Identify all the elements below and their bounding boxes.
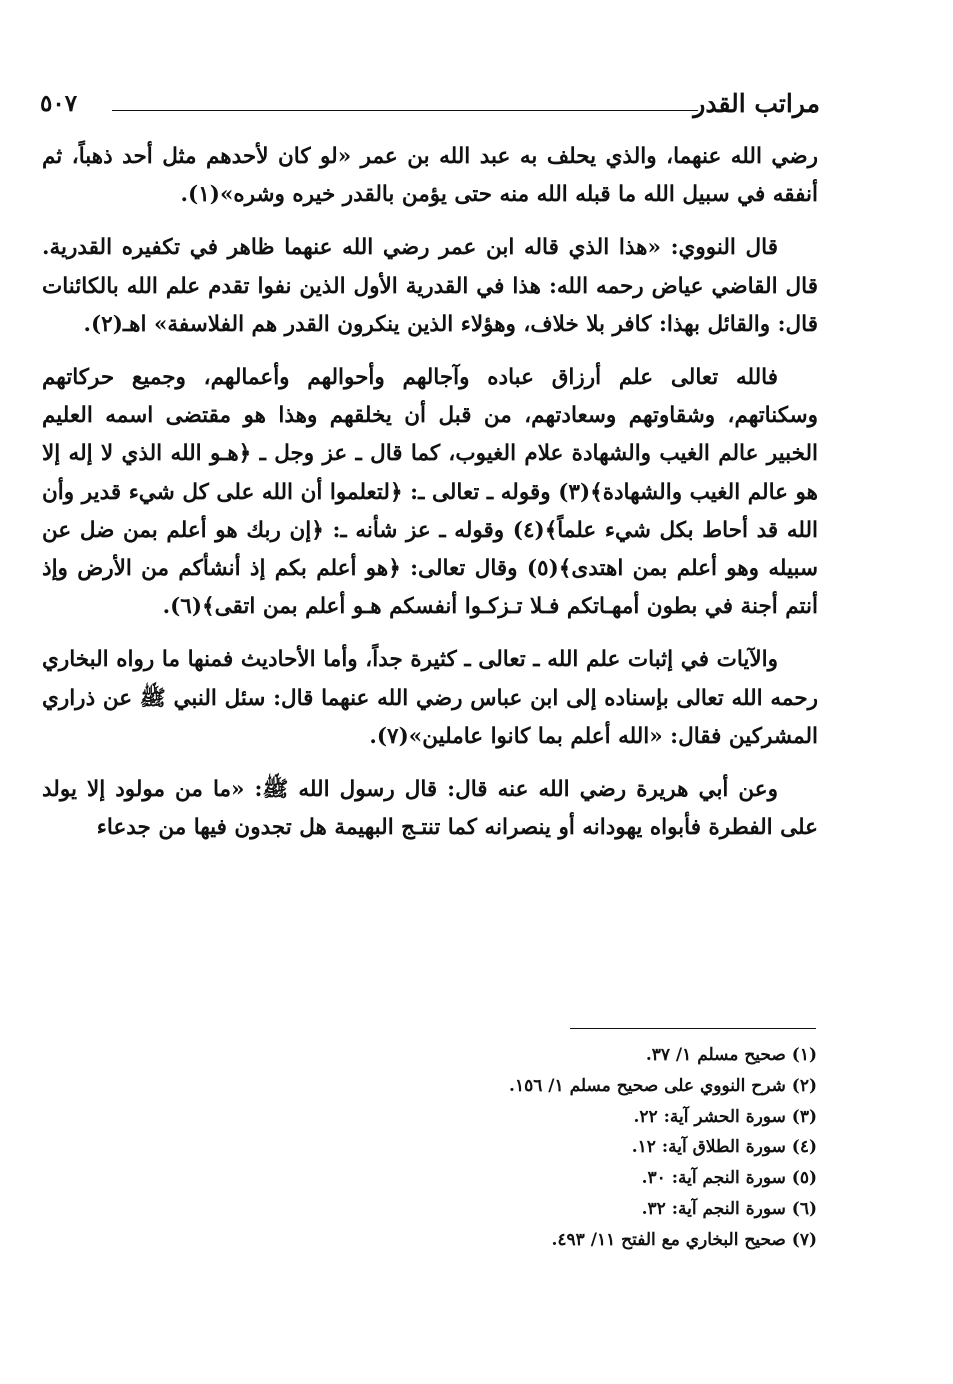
paragraph-2: قال النووي: «هذا الذي قاله ابن عمر رضي الله عنهما ظاهر في تكفيره القدرية. قال القاضي عياض رحمه الله: هذا في القدرية الأول الذين نفوا تقدم علم الله بالكائنات قال: والقائل بهذا: كافر بلا خلاف، وهؤلاء الذين ينكرون القدر هم الفلاسفة» اهـ(٢). — [42, 235, 818, 337]
footnote-item: (٧) صحيح البخاري مع الفتح ١١/ ٤٩٣. — [551, 1229, 817, 1250]
paragraph-1: رضي الله عنهما، والذي يحلف به عبد الله بن عمر «لو كان لأحدهم مثل أحد ذهباً، ثم أنفقه في سبيل الله ما قبله الله منه حتى يؤمن بالقدر خيره وشره»(١). — [42, 144, 818, 208]
footnote-item: (٦) سورة النجم آية: ٣٢. — [641, 1198, 817, 1219]
main-text — [42, 138, 818, 862]
paragraph-3: فالله تعالى علم أرزاق عباده وآجالهم وأحوالهم وأعمالهم، وجميع حركاتهم وسكناتهم، وشقاوتهم وسعادتهم، من قبل أن يخلقهم وهذا هو مقتضى اسمه العليم الخبير عالم الغيب والشهادة علام الغيوب، كما قال ـ عز وجل ـ ﴿هـو الله الذي لا إله إلا هو عالم الغيب والشهادة﴾(٣) وقوله ـ تعالى ـ: ﴿لتعلموا أن الله على كل شيء قدير وأن الله قد أحاط بكل شيء علماً﴾(٤) وقوله ـ عز شأنه ـ: ﴿إن ربك هو أعلم بمن ضل عن سبيله وهو أعلم بمن اهتدى﴾(٥) وقال تعالى: ﴿هو أعلم بكم إذ أنشأكم من الأرض وإذ أنتم أجنة في بطون أمهـاتكم فـلا تـزكـوا أنفسكم هـو أعلم بمن اتقى﴾(٦). — [42, 365, 818, 620]
footnotes — [317, 1040, 817, 1256]
header-divider — [112, 110, 698, 111]
paragraph-4: والآيات في إثبات علم الله ـ تعالى ـ كثيرة جداً، وأما الأحاديث فمنها ما رواه البخاري رحمه الله تعالى بإسناده إلى ابن عباس رضي الله عنهما قال: سئل النبي ﷺ عن ذراري المشركين فقال: «الله أعلم بما كانوا عاملين»(٧). — [42, 647, 818, 749]
footnote-item: (٥) سورة النجم آية: ٣٠. — [641, 1168, 817, 1189]
footnote-item: (٢) شرح النووي على صحيح مسلم ١/ ١٥٦. — [509, 1075, 817, 1096]
running-header — [40, 86, 820, 126]
footnote-item: (٣) سورة الحشر آية: ٢٢. — [633, 1106, 817, 1127]
chapter-title: مراتب القدر — [693, 89, 820, 118]
footnote-item: (٤) سورة الطلاق آية: ١٢. — [631, 1137, 817, 1158]
paragraph-5: وعن أبي هريرة رضي الله عنه قال: قال رسول الله ﷺ: «ما من مولود إلا يولد على الفطرة فأبواه يهودانه أو ينصرانه كما تنتـج البهيمة هل تجدون فيها من جدعاء — [42, 777, 818, 841]
footnote-divider — [570, 1028, 816, 1029]
page-number: ٥٠٧ — [40, 90, 78, 117]
footnote-item: (١) صحيح مسلم ١/ ٣٧. — [645, 1045, 817, 1065]
